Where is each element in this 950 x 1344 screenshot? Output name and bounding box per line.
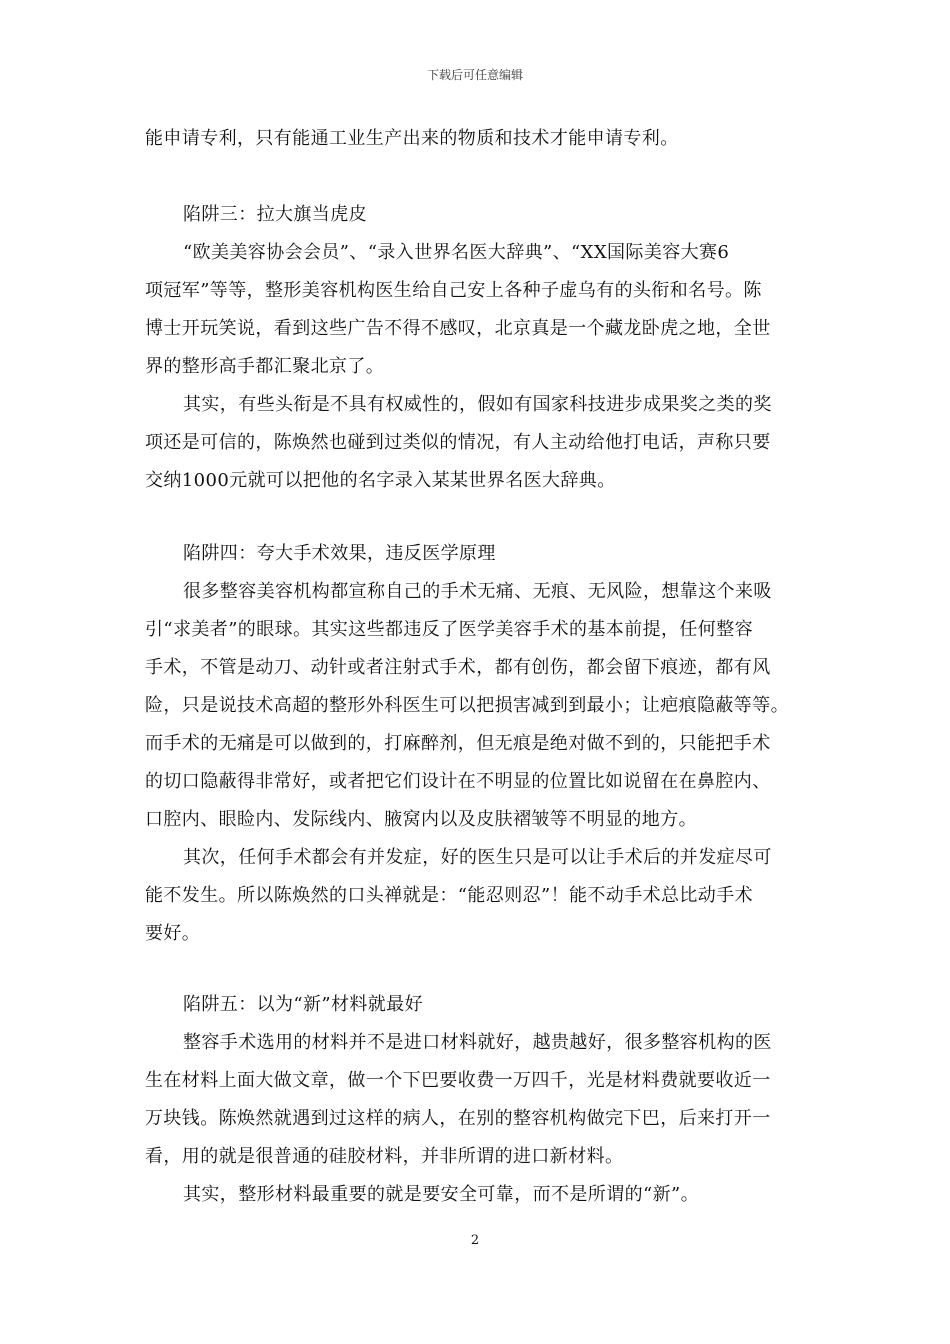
section-heading: 陷阱三：拉大旗当虎皮 <box>183 204 367 225</box>
body-line: 口腔内、眼睑内、发际线内、腋窝内以及皮肤褶皱等不明显的地方。 <box>145 809 697 830</box>
body-line: “欧美美容协会会员”、“录入世界名医大辞典”、“XX国际美容大赛6 <box>183 242 730 263</box>
body-line: 万块钱。陈焕然就遇到过这样的病人，在别的整容机构做完下巴，后来打开一 <box>145 1108 771 1129</box>
body-line: 手术，不管是动刀、动针或者注射式手术，都有创伤，都会留下痕迹，都有风 <box>145 657 771 678</box>
body-line: 其实，有些头衔是不具有权威性的，假如有国家科技进步成果奖之类的奖 <box>183 394 772 415</box>
body-line: 引“求美者”的眼球。其实这些都违反了医学美容手术的基本前提，任何整容 <box>145 619 754 640</box>
body-line: 很多整容美容机构都宣称自己的手术无痛、无痕、无风险，想靠这个来吸 <box>183 581 772 602</box>
page-header: 下载后可任意编辑 <box>426 68 523 82</box>
body-line: 整容手术选用的材料并不是进口材料就好，越贵越好，很多整容机构的医 <box>183 1032 772 1053</box>
body-line: 看，用的就是很普通的硅胶材料，并非所谓的进口新材料。 <box>145 1146 624 1167</box>
body-line: 项还是可信的，陈焕然也碰到过类似的情况，有人主动给他打电话，声称只要 <box>145 432 771 453</box>
body-line: 博士开玩笑说，看到这些广告不得不感叹，北京真是一个藏龙卧虎之地，全世 <box>145 318 771 339</box>
body-line: 交纳1000元就可以把他的名字录入某某世界名医大辞典。 <box>145 470 616 491</box>
body-line: 其实，整形材料最重要的就是要安全可靠，而不是所谓的“新”。 <box>183 1184 700 1205</box>
body-line: 险，只是说技术高超的整形外科医生可以把损害减到到最小；让疤痕隐蔽等等。 <box>145 695 789 716</box>
body-line: 能不发生。所以陈焕然的口头禅就是：“能忍则忍”！能不动手术总比动手术 <box>145 885 754 906</box>
body-line: 能申请专利，只有能通工业生产出来的物质和技术才能申请专利。 <box>145 128 679 149</box>
body-line: 项冠军”等等，整形美容机构医生给自己安上各种子虚乌有的头衔和名号。陈 <box>145 280 762 301</box>
section-heading: 陷阱四：夸大手术效果，违反医学原理 <box>183 543 496 564</box>
section-heading: 陷阱五：以为“新”材料就最好 <box>183 994 424 1015</box>
body-line: 其次，任何手术都会有并发症，好的医生只是可以让手术后的并发症尽可 <box>183 847 772 868</box>
body-line: 而手术的无痛是可以做到的，打麻醉剂，但无痕是绝对做不到的，只能把手术 <box>145 733 771 754</box>
body-line: 生在材料上面大做文章，做一个下巴要收费一万四千，光是材料费就要收近一 <box>145 1070 771 1091</box>
body-line: 要好。 <box>145 923 201 944</box>
body-line: 的切口隐蔽得非常好，或者把它们设计在不明显的位置比如说留在在鼻腔内、 <box>145 771 771 792</box>
body-line: 界的整形高手都汇聚北京了。 <box>145 356 385 377</box>
page-number: 2 <box>470 1233 480 1248</box>
